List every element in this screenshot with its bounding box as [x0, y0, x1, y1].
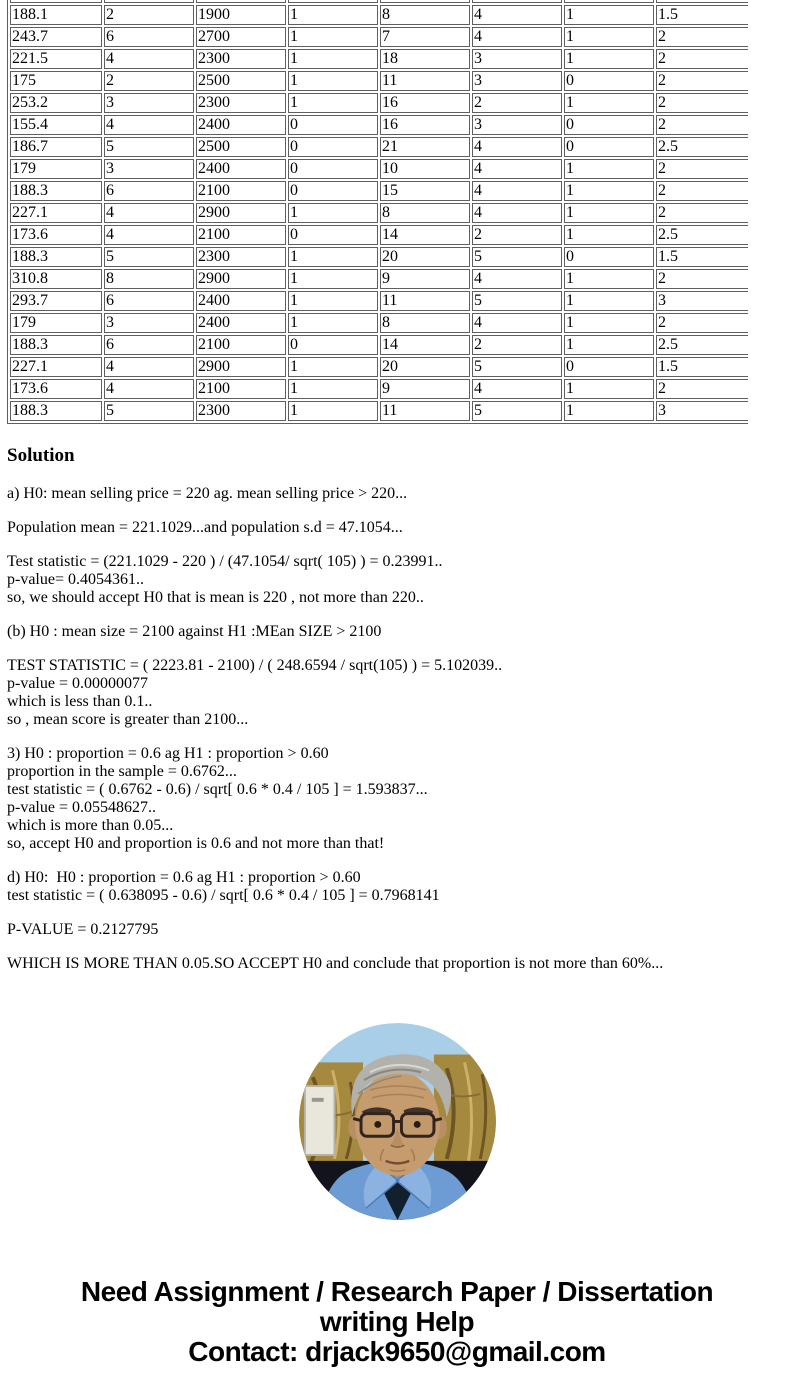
table-cell: 188.3 [10, 401, 102, 421]
table-cell [380, 0, 470, 3]
table-cell: 2 [656, 27, 748, 47]
table-cell [472, 0, 562, 3]
table-cell: 2 [472, 93, 562, 113]
table-cell: 4 [472, 269, 562, 289]
table-cell: 227.1 [10, 357, 102, 377]
data-table [7, 0, 748, 424]
table-row [10, 49, 748, 69]
table-cell: 1 [564, 269, 654, 289]
table-row [10, 27, 748, 47]
table-cell [564, 0, 654, 3]
table-cell: 0 [564, 115, 654, 135]
table-cell [288, 0, 378, 3]
solution-paragraph: P-VALUE = 0.2127795 [7, 921, 159, 938]
table-cell: 8 [104, 269, 194, 289]
table-cell: 173.6 [10, 225, 102, 245]
solution-paragraph: 3) H0 : proportion = 0.6 ag H1 : proportion > 0.60 proportion in the sample = 0.6762... test statistic = ( 0.6762 - 0.6) / sqrt[ 0.6 * 0.4 / 105 ] = 1.593837... p-value = 0.05548627.. which is more than 0.05... so, accept H0 and proportion is 0.6 and not more than that! [7, 745, 428, 852]
table-cell: 0 [564, 357, 654, 377]
table-cell: 6 [104, 181, 194, 201]
table-row [10, 313, 748, 333]
table-cell: 0 [288, 137, 378, 157]
table-cell: 4 [472, 379, 562, 399]
table-cell: 188.3 [10, 181, 102, 201]
solution-section [7, 485, 787, 973]
table-cell: 8 [380, 203, 470, 223]
solution-paragraph: a) H0: mean selling price = 220 ag. mean selling price > 220... [7, 485, 408, 502]
data-table-viewport [7, 0, 748, 424]
table-cell: 2 [656, 93, 748, 113]
table-cell: 14 [380, 335, 470, 355]
table-cell: 11 [380, 291, 470, 311]
table-cell: 2300 [196, 401, 286, 421]
table-cell: 2500 [196, 137, 286, 157]
table-cell: 2 [104, 71, 194, 91]
table-cell: 179 [10, 313, 102, 333]
table-cell: 188.3 [10, 335, 102, 355]
table-cell: 186.7 [10, 137, 102, 157]
table-cell: 6 [104, 291, 194, 311]
table-row [10, 5, 748, 25]
table-cell: 11 [380, 71, 470, 91]
table-cell: 4 [472, 181, 562, 201]
table-cell: 8 [380, 313, 470, 333]
table-cell: 0 [288, 159, 378, 179]
table-cell: 3 [104, 93, 194, 113]
table-cell: 3 [104, 313, 194, 333]
table-cell: 3 [104, 159, 194, 179]
table-cell: 179 [10, 159, 102, 179]
table-cell [104, 0, 194, 3]
table-cell: 310.8 [10, 269, 102, 289]
table-cell: 1 [288, 203, 378, 223]
table-cell: 15 [380, 181, 470, 201]
table-cell: 2 [472, 335, 562, 355]
table-cell: 2100 [196, 379, 286, 399]
table-cell: 1900 [196, 5, 286, 25]
table-cell: 243.7 [10, 27, 102, 47]
table-cell: 1 [288, 313, 378, 333]
table-cell: 1 [564, 379, 654, 399]
table-cell: 1 [288, 357, 378, 377]
table-cell: 3 [472, 71, 562, 91]
table-cell: 20 [380, 247, 470, 267]
table-row [10, 203, 748, 223]
table-cell: 16 [380, 115, 470, 135]
table-cell: 5 [104, 401, 194, 421]
table-cell: 2100 [196, 181, 286, 201]
solution-paragraph: (b) H0 : mean size = 2100 against H1 :MEan SIZE > 2100 [7, 623, 382, 640]
table-cell: 293.7 [10, 291, 102, 311]
table-cell: 5 [472, 247, 562, 267]
table-cell: 188.1 [10, 5, 102, 25]
table-row [10, 247, 748, 267]
table-cell: 4 [472, 137, 562, 157]
table-cell: 2900 [196, 269, 286, 289]
table-cell: 9 [380, 269, 470, 289]
table-cell: 21 [380, 137, 470, 157]
table-cell: 2 [656, 49, 748, 69]
table-cell: 2300 [196, 49, 286, 69]
table-cell: 2.5 [656, 335, 748, 355]
table-cell: 227.1 [10, 203, 102, 223]
table-cell: 5 [472, 357, 562, 377]
table-cell: 1 [564, 27, 654, 47]
table-cell: 2400 [196, 313, 286, 333]
table-cell: 10 [380, 159, 470, 179]
table-cell: 2 [656, 159, 748, 179]
table-cell: 1.5 [656, 247, 748, 267]
table-cell: 6 [104, 335, 194, 355]
table-cell: 1 [564, 203, 654, 223]
table-cell: 3 [656, 291, 748, 311]
table-cell: 2400 [196, 291, 286, 311]
table-row [10, 357, 748, 377]
table-cell: 3 [656, 401, 748, 421]
table-cell: 1.5 [656, 5, 748, 25]
table-cell: 2900 [196, 357, 286, 377]
solution-paragraph: TEST STATISTIC = ( 2223.81 - 2100) / ( 248.6594 / sqrt(105) ) = 5.102039.. p-value = 0.00000077 which is less than 0.1.. so , mean score is greater than 2100... [7, 657, 503, 728]
table-cell: 1 [288, 379, 378, 399]
table-cell: 2400 [196, 115, 286, 135]
table-cell: 4 [104, 379, 194, 399]
table-cell [10, 0, 102, 3]
table-cell: 1 [564, 313, 654, 333]
table-cell: 20 [380, 357, 470, 377]
table-cell: 1 [564, 225, 654, 245]
table-cell: 14 [380, 225, 470, 245]
table-cell: 2 [656, 313, 748, 333]
table-cell: 4 [104, 203, 194, 223]
table-cell: 2100 [196, 335, 286, 355]
table-cell: 2300 [196, 247, 286, 267]
table-cell: 0 [288, 225, 378, 245]
table-row [10, 137, 748, 157]
table-cell: 175 [10, 71, 102, 91]
table-cell: 4 [104, 225, 194, 245]
table-cell: 2400 [196, 159, 286, 179]
table-cell: 0 [564, 71, 654, 91]
table-cell: 2 [656, 269, 748, 289]
table-cell: 5 [104, 247, 194, 267]
table-cell: 6 [104, 27, 194, 47]
table-cell: 173.6 [10, 379, 102, 399]
table-cell: 3 [472, 115, 562, 135]
table-cell: 1 [288, 401, 378, 421]
solution-heading: Solution [7, 445, 75, 466]
table-cell: 4 [104, 357, 194, 377]
table-cell: 1 [564, 49, 654, 69]
table-cell: 1 [288, 71, 378, 91]
table-row [10, 335, 748, 355]
table-cell: 188.3 [10, 247, 102, 267]
table-cell: 4 [104, 115, 194, 135]
table-cell: 0 [564, 247, 654, 267]
table-cell: 4 [472, 27, 562, 47]
table-cell: 1 [288, 93, 378, 113]
table-row [10, 401, 748, 421]
avatar-wrap [7, 1023, 787, 1225]
table-cell: 2 [472, 225, 562, 245]
table-cell: 2100 [196, 225, 286, 245]
solution-paragraph: d) H0: H0 : proportion = 0.6 ag H1 : proportion > 0.60 test statistic = ( 0.638095 - 0.6) / sqrt[ 0.6 * 0.4 / 105 ] = 0.7968141 [7, 869, 440, 904]
table-cell: 4 [472, 5, 562, 25]
table-cell: 4 [472, 313, 562, 333]
table-cell: 4 [104, 49, 194, 69]
table-cell: 5 [472, 401, 562, 421]
table-cell: 1 [288, 247, 378, 267]
table-cell: 221.5 [10, 49, 102, 69]
table-cell: 16 [380, 93, 470, 113]
table-row [10, 291, 748, 311]
table-cell [196, 0, 286, 3]
table-row [10, 379, 748, 399]
table-cell: 2 [104, 5, 194, 25]
solution-paragraph: WHICH IS MORE THAN 0.05.SO ACCEPT H0 and conclude that proportion is not more than 60%... [7, 955, 664, 972]
table-body [10, 5, 748, 421]
table-cell: 1 [288, 291, 378, 311]
table-cell: 7 [380, 27, 470, 47]
table-cell: 2 [656, 203, 748, 223]
table-row [10, 71, 748, 91]
table-row [10, 269, 748, 289]
table-cell: 2900 [196, 203, 286, 223]
table-cell: 2 [656, 71, 748, 91]
table-row [10, 225, 748, 245]
table-cell: 253.2 [10, 93, 102, 113]
table-row-partial [10, 0, 748, 3]
table-cell: 1 [564, 159, 654, 179]
table-cell: 1 [288, 5, 378, 25]
table-cell: 1.5 [656, 357, 748, 377]
footer-banner: Need Assignment / Research Paper / Dissertation writing Help Contact: drjack9650@gmail.com [80, 1276, 714, 1367]
table-row [10, 159, 748, 179]
table-cell: 5 [472, 291, 562, 311]
table-cell: 2.5 [656, 137, 748, 157]
table-cell: 1 [564, 5, 654, 25]
table-cell: 2 [656, 181, 748, 201]
table-cell: 11 [380, 401, 470, 421]
table-cell: 1 [564, 291, 654, 311]
table-row [10, 93, 748, 113]
table-cell: 1 [564, 181, 654, 201]
table-cell: 1 [288, 49, 378, 69]
table-cell: 8 [380, 5, 470, 25]
solution-paragraph: Population mean = 221.1029...and population s.d = 47.1054... [7, 519, 403, 536]
table-cell: 155.4 [10, 115, 102, 135]
table-cell: 1 [564, 401, 654, 421]
table-cell: 4 [472, 159, 562, 179]
table-cell: 1 [564, 93, 654, 113]
table-row [10, 115, 748, 135]
table-cell: 1 [564, 335, 654, 355]
table-cell: 2300 [196, 93, 286, 113]
table-row [10, 181, 748, 201]
solution-paragraph: Test statistic = (221.1029 - 220 ) / (47.1054/ sqrt( 105) ) = 0.23991.. p-value= 0.4054361.. so, we should accept H0 that is mean is 220 , not more than 220.. [7, 553, 443, 606]
portrait-photo [299, 1023, 496, 1220]
table-cell: 3 [472, 49, 562, 69]
table-cell: 0 [288, 335, 378, 355]
table-cell: 9 [380, 379, 470, 399]
table-cell: 1 [288, 27, 378, 47]
table-cell: 2.5 [656, 225, 748, 245]
table-cell: 1 [288, 269, 378, 289]
table-cell: 0 [288, 181, 378, 201]
table-cell: 2 [656, 115, 748, 135]
table-cell [656, 0, 748, 3]
table-cell: 5 [104, 137, 194, 157]
table-cell: 18 [380, 49, 470, 69]
table-cell: 0 [564, 137, 654, 157]
table-cell: 0 [288, 115, 378, 135]
table-cell: 2700 [196, 27, 286, 47]
table-cell: 2 [656, 379, 748, 399]
table-cell: 4 [472, 203, 562, 223]
table-cell: 2500 [196, 71, 286, 91]
